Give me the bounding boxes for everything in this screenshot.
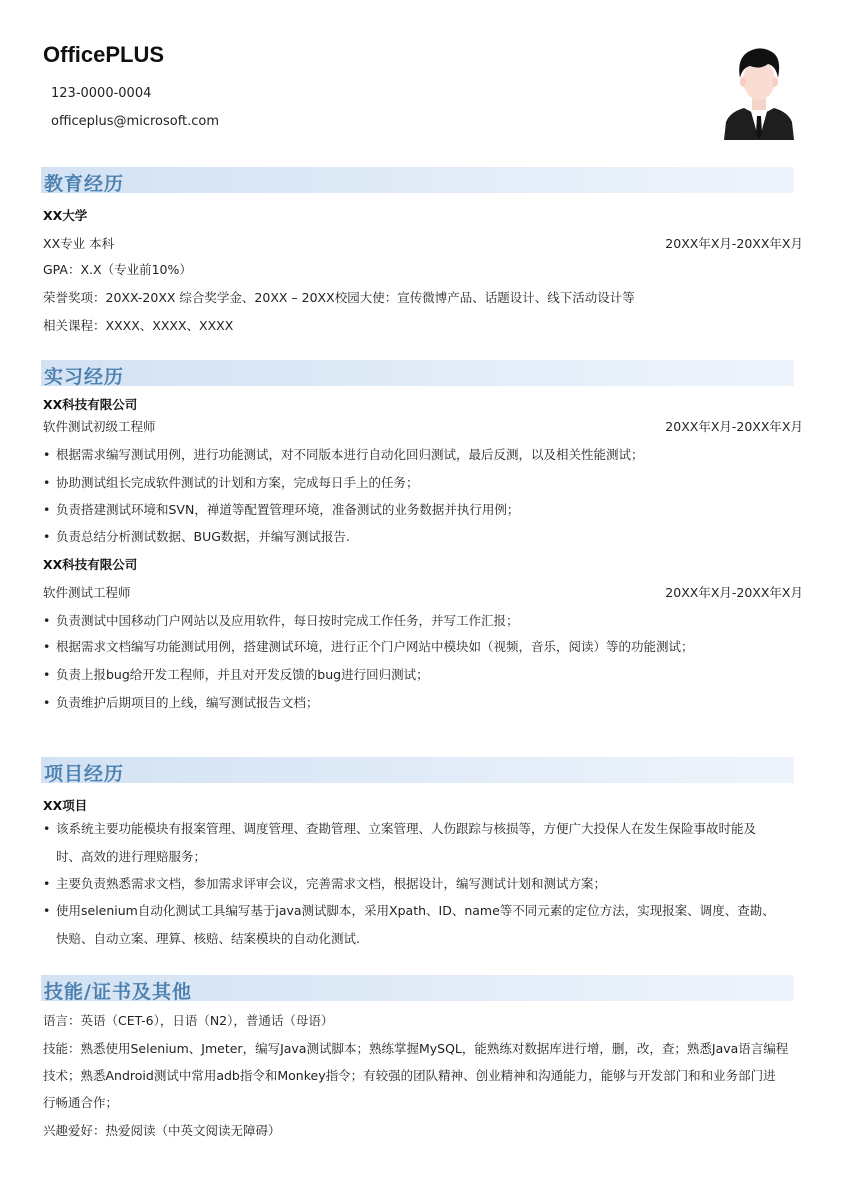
honors: 荣誉奖项：20XX-20XX 综合奖学金、20XX – 20XX校园大使：宣传微博产品、话题设计、线下活动设计等 bbox=[43, 290, 635, 305]
resume-name: OfficePLUS bbox=[43, 42, 165, 67]
section-bar-projects bbox=[41, 757, 794, 783]
list-item-continuation: 时、高效的进行理赔服务； bbox=[56, 849, 207, 864]
tech-skills-line3: 行畅通合作； bbox=[43, 1095, 119, 1110]
list-item: • 使用selenium自动化测试工具编写基于java测试脚本，采用Xpath、ID、name等不同元素的定位方法，实现报案、调度、查勘、 bbox=[43, 903, 775, 918]
section-title-projects: 项目经历 bbox=[44, 763, 125, 785]
section-bar-education bbox=[41, 167, 794, 193]
company-name: XX科技有限公司 bbox=[43, 397, 138, 412]
list-item: • 协助测试组长完成软件测试的计划和方案，完成每日手上的任务； bbox=[43, 475, 419, 490]
major-degree: XX专业 本科 bbox=[43, 236, 115, 251]
languages: 语言：英语（CET-6），日语（N2），普通话（母语） bbox=[43, 1013, 334, 1028]
list-item: • 该系统主要功能模块有报案管理、调度管理、查勘管理、立案管理、人伤跟踪与核损等，方便广大投保人在发生保险事故时能及 bbox=[43, 821, 757, 836]
list-item: • 负责总结分析测试数据、BUG数据，并编写测试报告. bbox=[43, 529, 350, 544]
list-item-continuation: 快赔、自动立案、理算、核赔、结案模块的自动化测试. bbox=[56, 931, 360, 946]
phone-number: 123-0000-0004 bbox=[51, 86, 152, 101]
job-role: 软件测试初级工程师 bbox=[43, 419, 156, 434]
job-date: 20XX年X月-20XX年X月 bbox=[665, 585, 803, 600]
email-address: officeplus@microsoft.com bbox=[51, 114, 220, 129]
job-role: 软件测试工程师 bbox=[43, 585, 131, 600]
avatar bbox=[722, 44, 796, 140]
list-item: • 负责上报bug给开发工程师，并且对开发反馈的bug进行回归测试； bbox=[43, 667, 429, 682]
gpa: GPA：X.X（专业前10%） bbox=[43, 262, 192, 277]
list-item: • 负责维护后期项目的上线，编写测试报告文档； bbox=[43, 695, 319, 710]
hobbies: 兴趣爱好：热爱阅读（中英文阅读无障碍） bbox=[43, 1123, 281, 1138]
list-item: • 负责搭建测试环境和SVN，禅道等配置管理环境，准备测试的业务数据并执行用例； bbox=[43, 502, 520, 517]
courses: 相关课程：XXXX、XXXX、XXXX bbox=[43, 318, 234, 333]
education-date: 20XX年X月-20XX年X月 bbox=[665, 236, 803, 251]
list-item: • 根据需求文档编写功能测试用例，搭建测试环境，进行正个门户网站中模块如（视频，音乐，阅读）等的功能测试； bbox=[43, 639, 694, 654]
section-bar-internship bbox=[41, 360, 794, 386]
school-name: XX大学 bbox=[43, 208, 88, 223]
section-title-skills: 技能/证书及其他 bbox=[44, 981, 192, 1003]
project-name: XX项目 bbox=[43, 798, 88, 813]
list-item: • 根据需求编写测试用例，进行功能测试，对不同版本进行自动化回归测试，最后反测，以及相关性能测试； bbox=[43, 447, 644, 462]
section-title-internship: 实习经历 bbox=[44, 366, 125, 388]
company-name: XX科技有限公司 bbox=[43, 557, 138, 572]
tech-skills-line2: 技术；熟悉Android测试中常用adb指令和Monkey指令；有较强的团队精神、创业精神和沟通能力，能够与开发部门和和业务部门进 bbox=[43, 1068, 776, 1083]
list-item: • 负责测试中国移动门户网站以及应用软件，每日按时完成工作任务，并写工作汇报； bbox=[43, 613, 519, 628]
job-date: 20XX年X月-20XX年X月 bbox=[665, 419, 803, 434]
section-title-education: 教育经历 bbox=[44, 173, 125, 195]
list-item: • 主要负责熟悉需求文档，参加需求评审会议，完善需求文档，根据设计，编写测试计划和测试方案； bbox=[43, 876, 607, 891]
tech-skills-line1: 技能：熟悉使用Selenium、Jmeter，编写Java测试脚本；熟练掌握MySQL，能熟练对数据库进行增，删，改，查；熟悉Java语言编程 bbox=[43, 1041, 789, 1056]
